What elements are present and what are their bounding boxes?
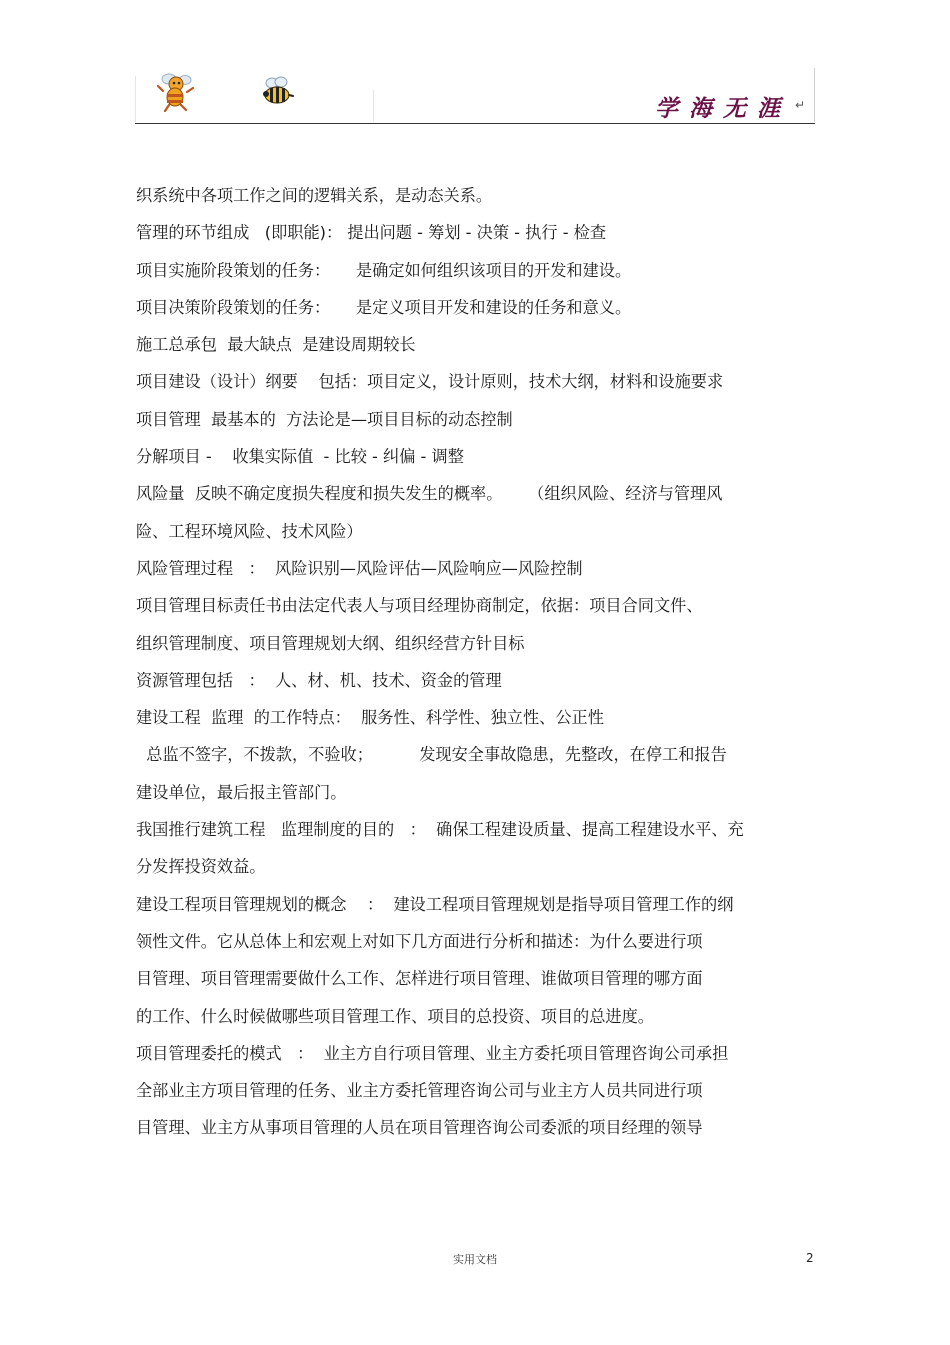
footer-label: 实用文档 [453,1253,497,1266]
return-mark: ↵ [794,98,805,112]
text-line: 项目管理 最基本的 方法论是—项目目标的动态控制 [136,409,513,429]
bee-mascot-icon [155,70,197,112]
page-number: 2 [806,1251,814,1265]
text-line: 项目决策阶段策划的任务： 是定义项目开发和建设的任务和意义。 [136,297,632,317]
page-header [135,68,815,124]
header-divider-left [135,76,136,122]
text-line: 管理的环节组成 (即职能)： 提出问题 - 筹划 - 决策 - 执行 - 检查 [136,223,607,243]
text-line: 目管理、项目管理需要做什么工作、怎样进行项目管理、谁做项目管理的哪方面 [136,969,703,989]
header-divider-mid [373,90,374,122]
text-line: 分发挥投资效益。 [136,857,266,877]
text-line: 组织管理制度、项目管理规划大纲、组织经营方针目标 [136,633,525,653]
text-line: 分解项目 - 收集实际值 - 比较 - 纠偏 - 调整 [136,447,464,467]
site-logo: 学海无涯 [655,95,791,122]
text-line: 织系统中各项工作之间的逻辑关系，是动态关系。 [136,186,493,205]
text-line: 险、工程环境风险、技术风险） [136,521,363,541]
header-divider-right [814,68,815,122]
text-line: 的工作、什么时候做哪些项目管理工作、项目的总投资、项目的总进度。 [136,1006,654,1026]
text-line: 施工总承包 最大缺点 是建设周期较长 [136,335,416,355]
document-body [136,177,796,1147]
text-line: 风险量 反映不确定度损失程度和损失发生的概率。 （组织风险、经济与管理风 [136,484,723,504]
bee-icon [260,76,294,106]
text-line: 风险管理过程 ： 风险识别—风险评估—风险响应—风险控制 [136,558,583,578]
text-line: 目管理、业主方从事项目管理的人员在项目管理咨询公司委派的项目经理的领导 [136,1118,703,1138]
text-line: 建设单位，最后报主管部门。 [136,782,347,802]
text-line: 领性文件。它从总体上和宏观上对如下几方面进行分析和描述：为什么要进行项 [136,931,703,951]
text-line: 项目管理委托的模式 ： 业主方自行项目管理、业主方委托项目管理咨询公司承担 [136,1043,729,1063]
text-line: 项目实施阶段策划的任务： 是确定如何组织该项目的开发和建设。 [136,260,632,280]
text-line: 项目建设（设计）纲要 包括：项目定义，设计原则，技术大纲，材料和设施要求 [136,372,724,392]
text-line: 建设工程项目管理规划的概念 ： 建设工程项目管理规划是指导项目管理工作的纲 [136,894,734,914]
text-line: 资源管理包括 ： 人、材、机、技术、资金的管理 [136,670,502,690]
text-line: 总监不签字，不拨款，不验收； 发现安全事故隐患，先整改，在停工和报告 [136,745,727,765]
text-line: 项目管理目标责任书由法定代表人与项目经理协商制定，依据：项目合同文件、 [136,596,703,616]
text-line: 我国推行建筑工程 监理制度的目的 ： 确保工程建设质量、提高工程建设水平、充 [136,820,744,840]
text-line: 建设工程 监理 的工作特点： 服务性、科学性、独立性、公正性 [136,708,604,728]
text-line: 全部业主方项目管理的任务、业主方委托管理咨询公司与业主方人员共同进行项 [136,1081,703,1101]
